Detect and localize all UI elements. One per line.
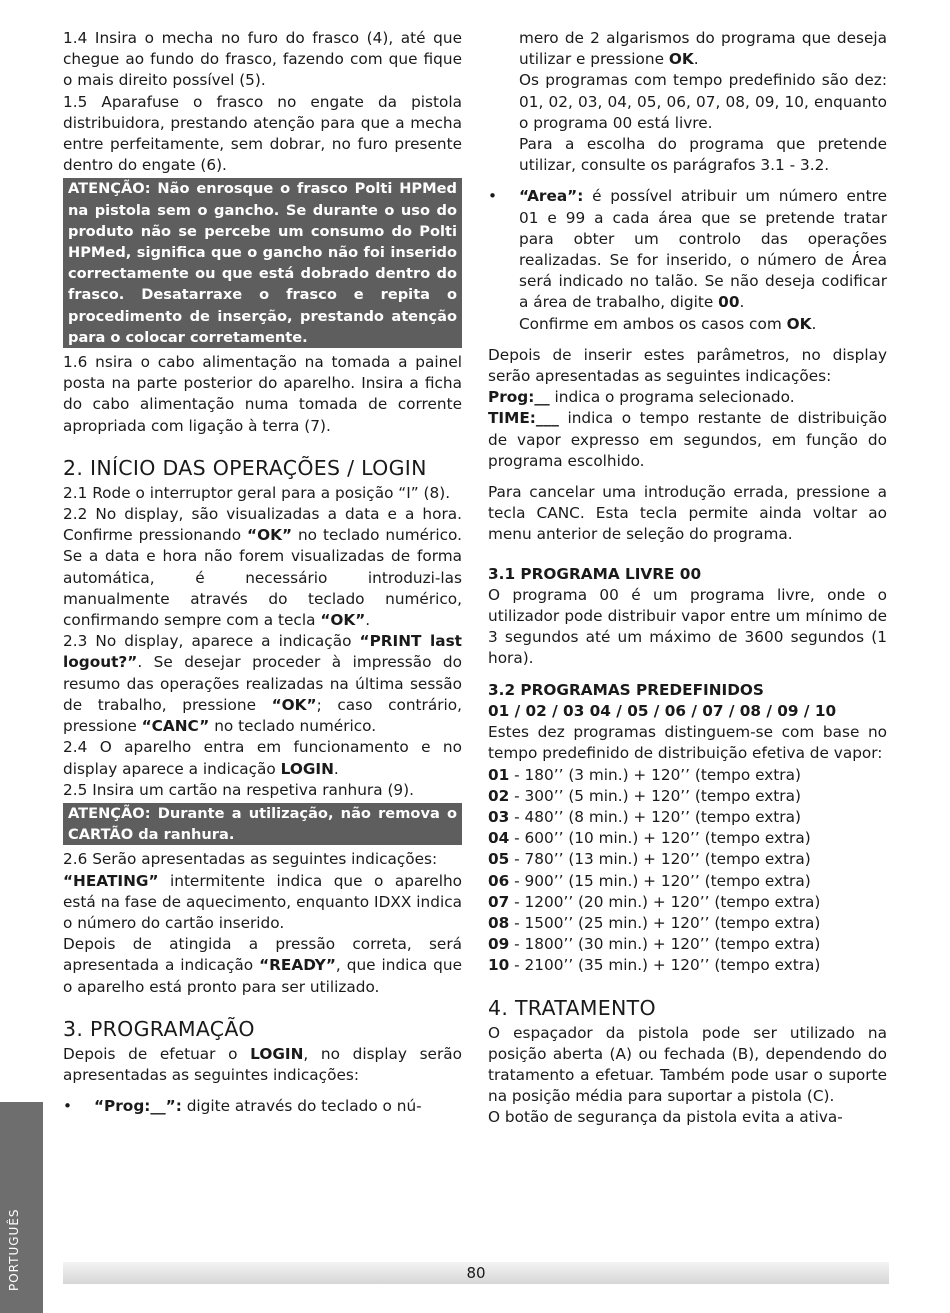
left-column — [63, 28, 462, 1117]
subheading-predefinidos: 3.2 PROGRAMAS PREDEFINIDOS — [488, 680, 764, 699]
paragraph-time-indicator: TIME:___ indica o tempo restante de distribuição de vapor expresso em segundos, em função do programa escolhido. — [488, 409, 887, 470]
list-item: 03 - 480’’ (8 min.) + 120’’ (tempo extra) — [488, 807, 801, 826]
paragraph-2-1: 2.1 Rode o interruptor geral para a posição “I” (8). — [63, 483, 451, 502]
paragraph-ready: Depois de atingida a pressão correta, será apresentada a indicação “READY”, que indica que o aparelho está pronto para ser utilizado. — [63, 935, 462, 996]
bullet-dot-icon: • — [488, 187, 498, 206]
list-item: 04 - 600’’ (10 min.) + 120’’ (tempo extra) — [488, 829, 811, 848]
paragraph-program-count: Os programas com tempo predefinido são dez: 01, 02, 03, 04, 05, 06, 07, 08, 09, 10, enquanto o programa 00 está livre. — [519, 71, 887, 132]
bullet-prog-continued: mero de 2 algarismos do programa que deseja utilizar e pressione OK. — [519, 29, 887, 69]
list-item: 01 - 180’’ (3 min.) + 120’’ (tempo extra) — [488, 765, 801, 784]
paragraph-after-params: Depois de inserir estes parâmetros, no display serão apresentadas as seguintes indicações: — [488, 345, 887, 386]
warning-box-card: ATENÇÃO: Durante a utilização, não remova o CARTÃO da ranhura. — [63, 803, 462, 845]
paragraph-tratamento: O espaçador da pistola pode ser utilizado na posição aberta (A) ou fechada (B), dependendo do tratamento a efetuar. Também pode usar o suporte na posição média para suportar a pistola (C). — [488, 1023, 887, 1106]
section-heading-programacao: 3. PROGRAMAÇÃO — [63, 1016, 255, 1041]
paragraph-predefinidos: Estes dez programas distinguem-se com base no tempo predefinido de distribuição efetiva de vapor: — [488, 723, 887, 763]
footer-bar — [63, 1262, 889, 1284]
paragraph-2-5: 2.5 Insira um cartão na respetiva ranhura (9). — [63, 780, 414, 799]
subheading-program-numbers: 01 / 02 / 03 04 / 05 / 06 / 07 / 08 / 09 / 10 — [488, 701, 837, 720]
paragraph-1-6: 1.6 nsira o cabo alimentação na tomada a painel posta na parte posterior do aparelho. Insira a ficha do cabo alimentação numa tomada de corrente apropriada com ligação à terra (7). — [63, 353, 462, 435]
bullet-dot-icon: • — [63, 1097, 73, 1116]
list-item: 06 - 900’’ (15 min.) + 120’’ (tempo extra) — [488, 871, 811, 890]
paragraph-1-5: 1.5 Aparafuse o frasco no engate da pistola distribuidora, prestando atenção para que a mecha entre perfeitamente, sem dobrar, no furo presente dentro do engate (6). — [63, 92, 462, 175]
paragraph-2-6: 2.6 Serão apresentadas as seguintes indicações: — [63, 850, 438, 869]
page-number: 80 — [466, 1264, 486, 1282]
paragraph-2-4: 2.4 O aparelho entra em funcionamento e no display aparece a indicação LOGIN. — [63, 738, 462, 778]
section-heading-login: 2. INÍCIO DAS OPERAÇÕES / LOGIN — [63, 455, 427, 480]
paragraph-programa-livre: O programa 00 é um programa livre, onde o utilizador pode distribuir vapor entre um mínimo de 3 segundos até um máximo de 3600 segundos (1 hora). — [488, 585, 887, 668]
paragraph-canc: Para cancelar uma introdução errada, pressione a tecla CANC. Esta tecla permite ainda voltar ao menu anterior de seleção do programa. — [488, 483, 887, 544]
language-tab: PORTUGUÊS — [0, 1102, 43, 1313]
warning-box-hook: ATENÇÃO: Não enrosque o frasco Polti HPMed na pistola sem o gancho. Se durante o uso do produto não se percebe um consumo do Polti HPMed, significa que o gancho não foi inserido correctamente ou que está dobrado dentro do frasco. Desatarraxe o frasco e repita o procedimento de inserção, prestando atenção para o colocar corretamente. — [63, 178, 462, 348]
paragraph-heating: “HEATING” intermitente indica que o aparelho está na fase de aquecimento, enquanto IDXX indica o número do cartão inserido. — [63, 871, 462, 932]
list-item: 10 - 2100’’ (35 min.) + 120’’ (tempo extra) — [488, 956, 821, 975]
right-column — [488, 28, 887, 1129]
list-item: 02 - 300’’ (5 min.) + 120’’ (tempo extra) — [488, 786, 801, 805]
paragraph-2-3: 2.3 No display, aparece a indicação “PRINT last logout?”. Se desejar proceder à impressão do resumo das operações realizadas na última sessão de trabalho, pressione “OK”; caso contrário, pressione “CANC” no teclado numérico. — [63, 632, 462, 736]
paragraph-1-4: 1.4 Insira o mecha no furo do frasco (4), até que chegue ao fundo do frasco, fazendo com que fique o mais direito possível (5). — [63, 29, 462, 90]
paragraph-safety-button: O botão de segurança da pistola evita a ativa- — [488, 1108, 843, 1127]
paragraph-program-choice: Para a escolha do programa que pretende utilizar, consulte os parágrafos 3.1 - 3.2. — [519, 135, 887, 175]
program-list — [488, 765, 887, 977]
paragraph-prog-indicator: Prog:__ indica o programa selecionado. — [488, 388, 795, 407]
list-item: 05 - 780’’ (13 min.) + 120’’ (tempo extra) — [488, 850, 811, 869]
bullet-area: • “Area”: é possível atribuir um número entre 01 e 99 a cada área que se pretende tratar para obter um controlo das operações realizadas. Se for inserido, o número de Área será indicado no talão. Se não deseja codificar a área de trabalho, digite 00. — [488, 187, 887, 312]
section-heading-tratamento: 4. TRATAMENTO — [488, 995, 656, 1020]
paragraph-2-2: 2.2 No display, são visualizadas a data e a hora. Confirme pressionando “OK” no teclado numérico. Se a data e hora não forem visualizadas de forma automática, é necessário introduzi-las manualmente através do teclado numérico, confirmando sempre com a tecla “OK”. — [63, 505, 462, 630]
paragraph-programacao-intro: Depois de efetuar o LOGIN, no display serão apresentadas as seguintes indicações: — [63, 1044, 462, 1084]
list-item: 08 - 1500’’ (25 min.) + 120’’ (tempo extra) — [488, 913, 821, 932]
bullet-prog: • “Prog:__”: digite através do teclado o nú- — [63, 1096, 462, 1117]
list-item: 09 - 1800’’ (30 min.) + 120’’ (tempo extra) — [488, 935, 821, 954]
paragraph-confirm: Confirme em ambos os casos com OK. — [519, 314, 817, 333]
list-item: 07 - 1200’’ (20 min.) + 120’’ (tempo extra) — [488, 892, 821, 911]
subheading-programa-livre: 3.1 PROGRAMA LIVRE 00 — [488, 564, 702, 583]
